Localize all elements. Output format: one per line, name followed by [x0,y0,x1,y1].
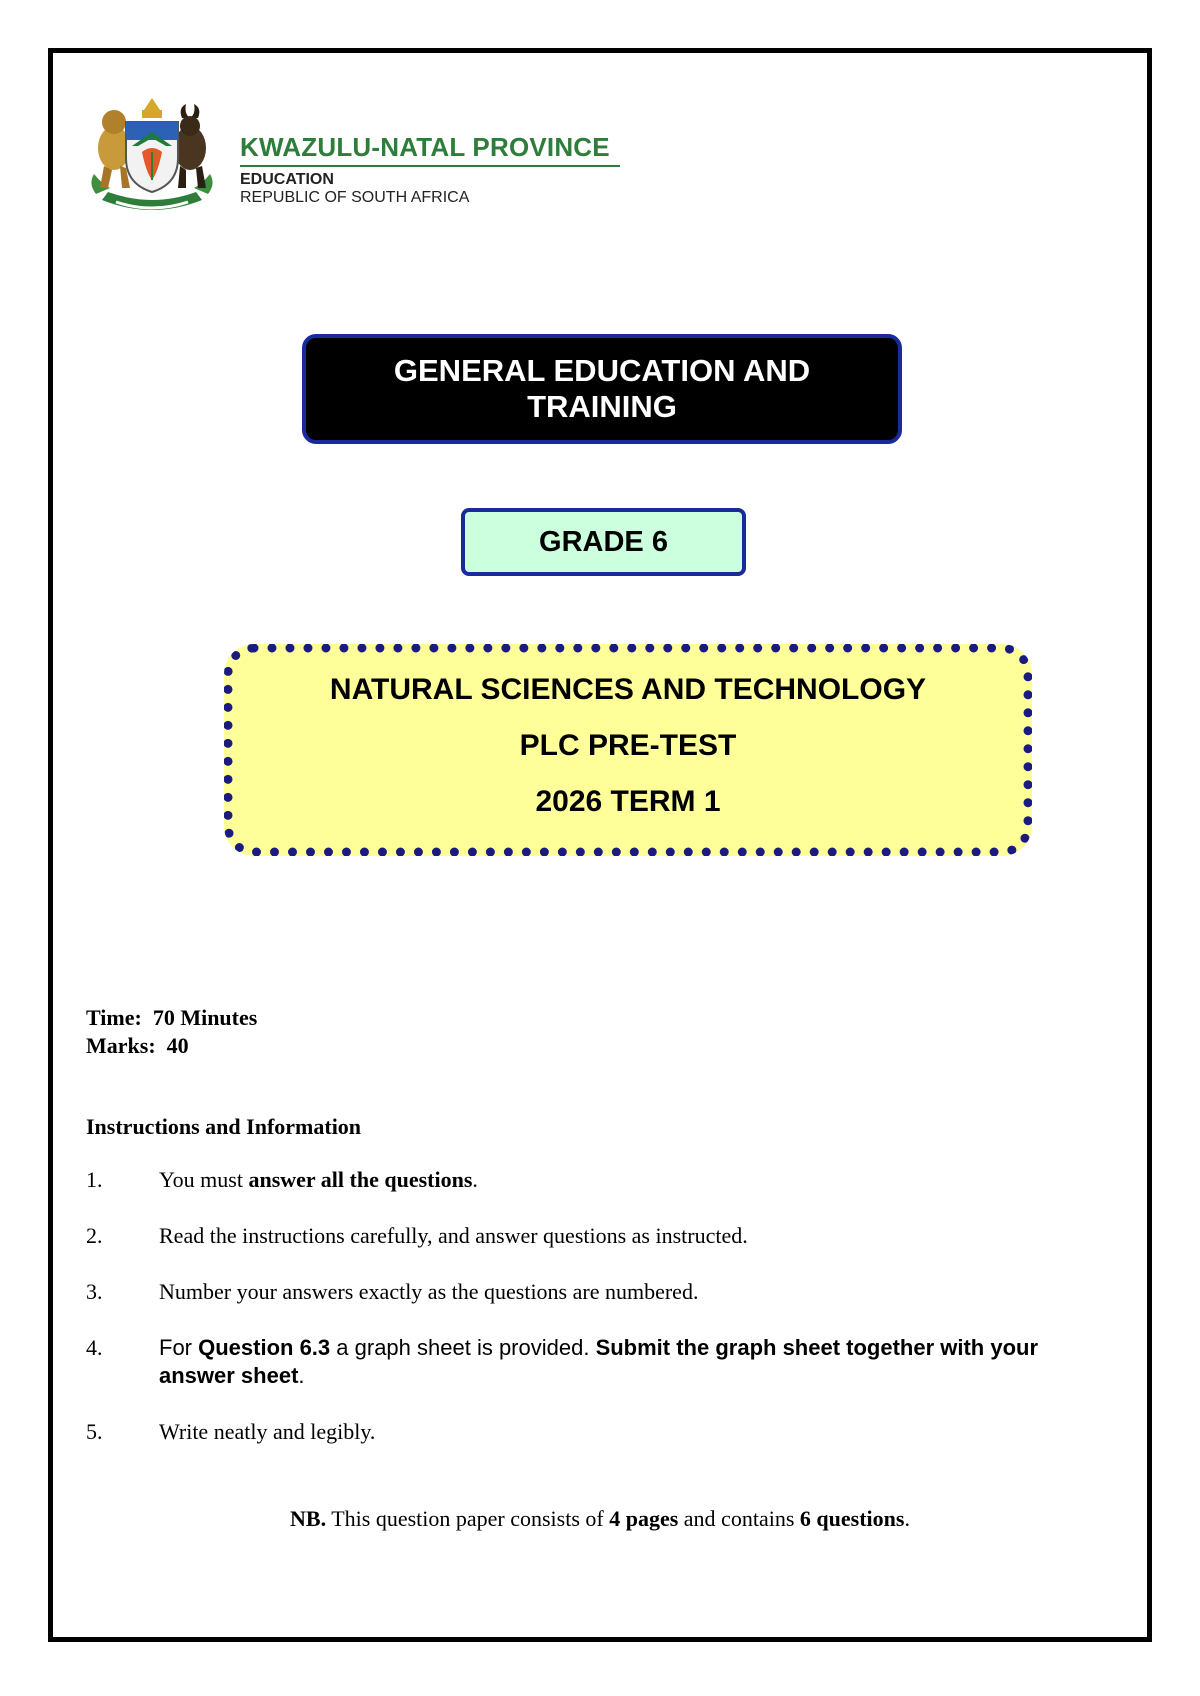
marks-row [86,1032,257,1060]
item-number: 3. [86,1279,103,1304]
province-name: KWAZULU-NATAL PROVINCE [240,132,610,162]
subject-box [224,644,1032,856]
instructions-heading: Instructions and Information [86,1114,362,1139]
subject-title: NATURAL SCIENCES AND TECHNOLOGY [329,673,927,706]
title-box [302,334,902,444]
test-name: PLC PRE-TEST [519,729,737,762]
grade-text: GRADE 6 [539,525,668,558]
department-name: EDUCATION [240,171,334,188]
item-number: 1. [86,1167,103,1192]
marks-value: 40 [166,1033,189,1058]
exam-meta [86,1004,257,1060]
kzn-coat-of-arms-icon [86,88,218,220]
item-number: 2. [86,1223,103,1248]
item-text: For Question 6.3 a graph sheet is provided. Submit the graph sheet together with your answer sheet. [159,1335,1039,1388]
item-text: You must answer all the questions. [159,1167,478,1192]
item-number: 5. [86,1419,103,1444]
term-label: 2026 TERM 1 [535,785,721,818]
item-text: Write neatly and legibly. [159,1419,376,1444]
title-text: GENERAL EDUCATION AND TRAINING [393,353,811,424]
country-name: REPUBLIC OF SOUTH AFRICA [240,189,470,206]
item-text: Read the instructions carefully, and answer questions as instructed. [159,1223,748,1248]
marks-label: Marks: [86,1033,156,1058]
item-number: 4. [86,1335,103,1360]
time-value: 70 Minutes [152,1005,258,1030]
letterhead-rule [240,165,620,167]
time-label: Time: [86,1005,142,1030]
item-text: Number your answers exactly as the questions are numbered. [159,1279,699,1304]
grade-box [461,508,746,576]
nb-note: NB. This question paper consists of 4 pages and contains 6 questions. [290,1506,910,1531]
time-row [86,1004,257,1032]
letterhead [240,132,620,207]
